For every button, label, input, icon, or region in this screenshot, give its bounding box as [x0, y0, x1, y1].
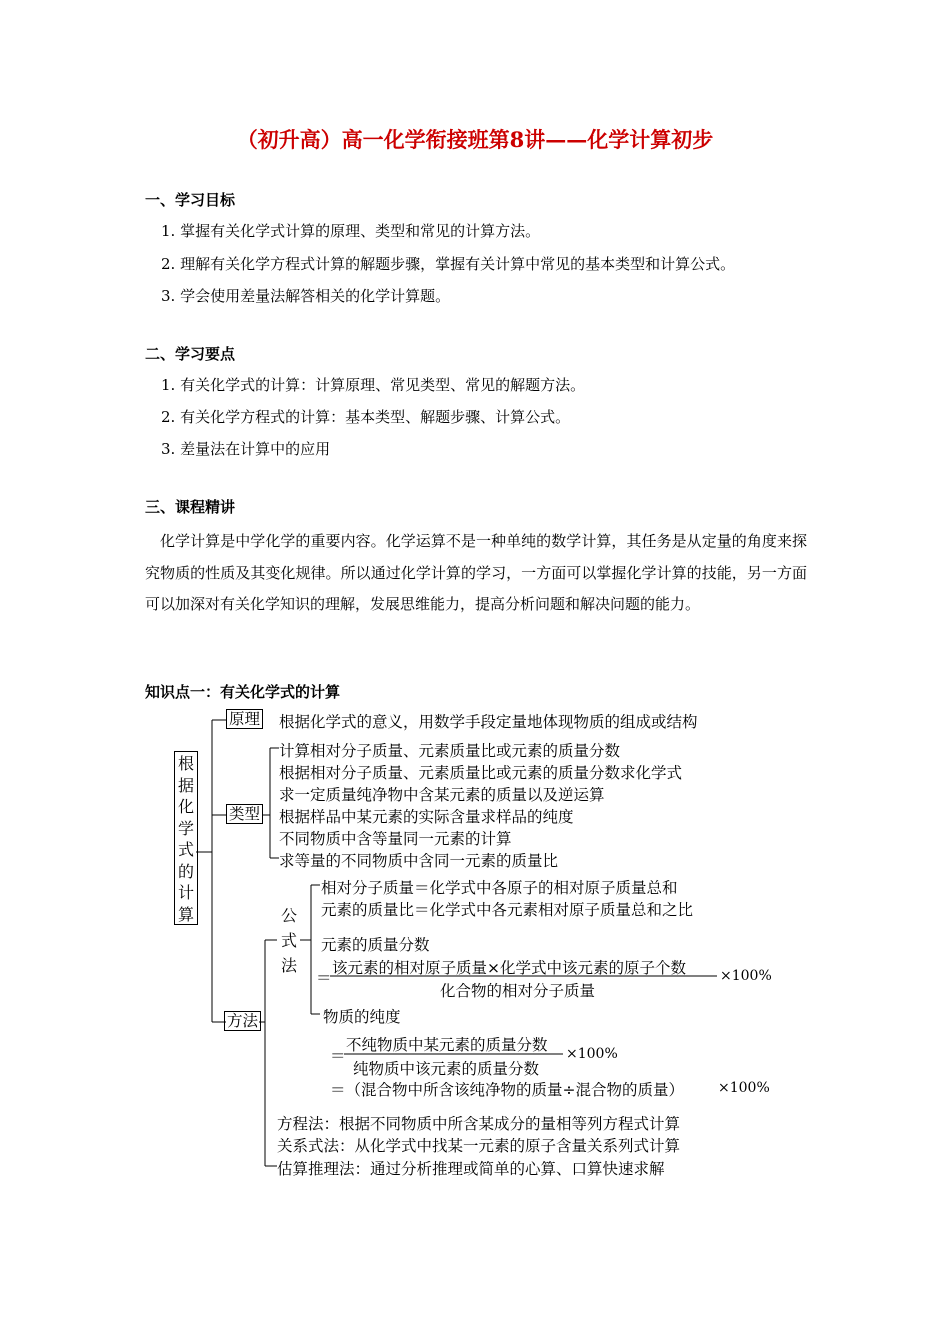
types-label: 类型 [226, 804, 263, 824]
formula-mass-fraction-label: 元素的质量分数 [321, 936, 430, 954]
type-item: 不同物质中含等量同一元素的计算 [279, 830, 512, 848]
formula-percent: ×100% [718, 1080, 770, 1096]
types-node [226, 805, 263, 823]
goal-item: 2. 理解有关化学方程式计算的解题步骤，掌握有关计算中常见的基本类型和计算公式。 [161, 255, 736, 273]
principle-node [226, 710, 263, 728]
formula-purity-denominator: 纯物质中该元素的质量分数 [353, 1060, 540, 1078]
goal-item: 3. 学会使用差量法解答相关的化学计算题。 [161, 287, 451, 305]
formula-percent: ×100% [566, 1046, 618, 1062]
goal-item: 1. 掌握有关化学式计算的原理、类型和常见的计算方法。 [161, 222, 541, 240]
formula-relative-molecular-mass: 相对分子质量＝化学式中各原子的相对原子质量总和 [321, 879, 678, 897]
keypoint-item: 2. 有关化学方程式的计算：基本类型、解题步骤、计算公式。 [161, 408, 571, 426]
method-relation: 关系式法：从化学式中找某一元素的原子含量关系列式计算 [277, 1137, 681, 1155]
methods-label: 方法 [224, 1011, 261, 1031]
formula-element-mass-ratio: 元素的质量比＝化学式中各元素相对原子质量总和之比 [321, 901, 694, 919]
root-node-box [174, 751, 198, 925]
keypoint-item: 1. 有关化学式的计算：计算原理、常见类型、常见的解题方法。 [161, 376, 586, 394]
formula-percent: ×100% [720, 968, 772, 984]
type-item: 计算相对分子质量、元素质量比或元素的质量分数 [279, 742, 621, 760]
formula-purity-alt: ＝（混合物中所含该纯净物的质量÷混合物的质量） [330, 1081, 684, 1099]
section-heading-goals: 一、学习目标 [145, 191, 236, 209]
section-heading-lecture: 三、课程精讲 [145, 498, 236, 516]
lecture-paragraph: 化学计算是中学化学的重要内容。化学运算不是一种单纯的数学计算，其任务是从定量的角度来探究物质的性质及其变化规律。所以通过化学计算的学习，一方面可以掌握化学计算的技能，另一方面可以加深对有关化学知识的理解，发展思维能力，提高分析问题和解决问题的能力。 [145, 532, 807, 613]
type-item: 根据相对分子质量、元素质量比或元素的质量分数求化学式 [279, 764, 683, 782]
formula-method-label: 公式法 [280, 906, 297, 975]
method-equation: 方程法：根据不同物质中所含某成分的量相等列方程式计算 [277, 1115, 681, 1133]
formula-mass-fraction-denominator: 化合物的相对分子质量 [440, 982, 596, 1000]
page-title: （初升高）高一化学衔接班第8讲——化学计算初步 [236, 127, 714, 152]
principle-text: 根据化学式的意义，用数学手段定量地体现物质的组成或结构 [279, 713, 698, 731]
formula-purity-numerator: 不纯物质中某元素的质量分数 [346, 1036, 548, 1054]
type-item: 根据样品中某元素的实际含量求样品的纯度 [279, 808, 574, 826]
section-heading-keypoints: 二、学习要点 [145, 345, 236, 363]
formula-equals: ＝ [330, 1047, 346, 1065]
knowledge-point-heading: 知识点一：有关化学式的计算 [145, 683, 341, 701]
methods-node [224, 1012, 261, 1030]
keypoint-item: 3. 差量法在计算中的应用 [161, 440, 331, 458]
type-item: 求等量的不同物质中含同一元素的质量比 [279, 852, 559, 870]
formula-equals: ＝ [316, 969, 332, 987]
principle-label: 原理 [226, 709, 263, 729]
type-item: 求一定质量纯净物中含某元素的质量以及逆运算 [279, 786, 605, 804]
method-estimation: 估算推理法：通过分析推理或简单的心算、口算快速求解 [277, 1160, 665, 1178]
root-node-label: 根据化学式的计算 [178, 754, 195, 924]
formula-mass-fraction-numerator: 该元素的相对原子质量×化学式中该元素的原子个数 [332, 959, 686, 977]
formula-purity-label: 物质的纯度 [323, 1008, 401, 1026]
